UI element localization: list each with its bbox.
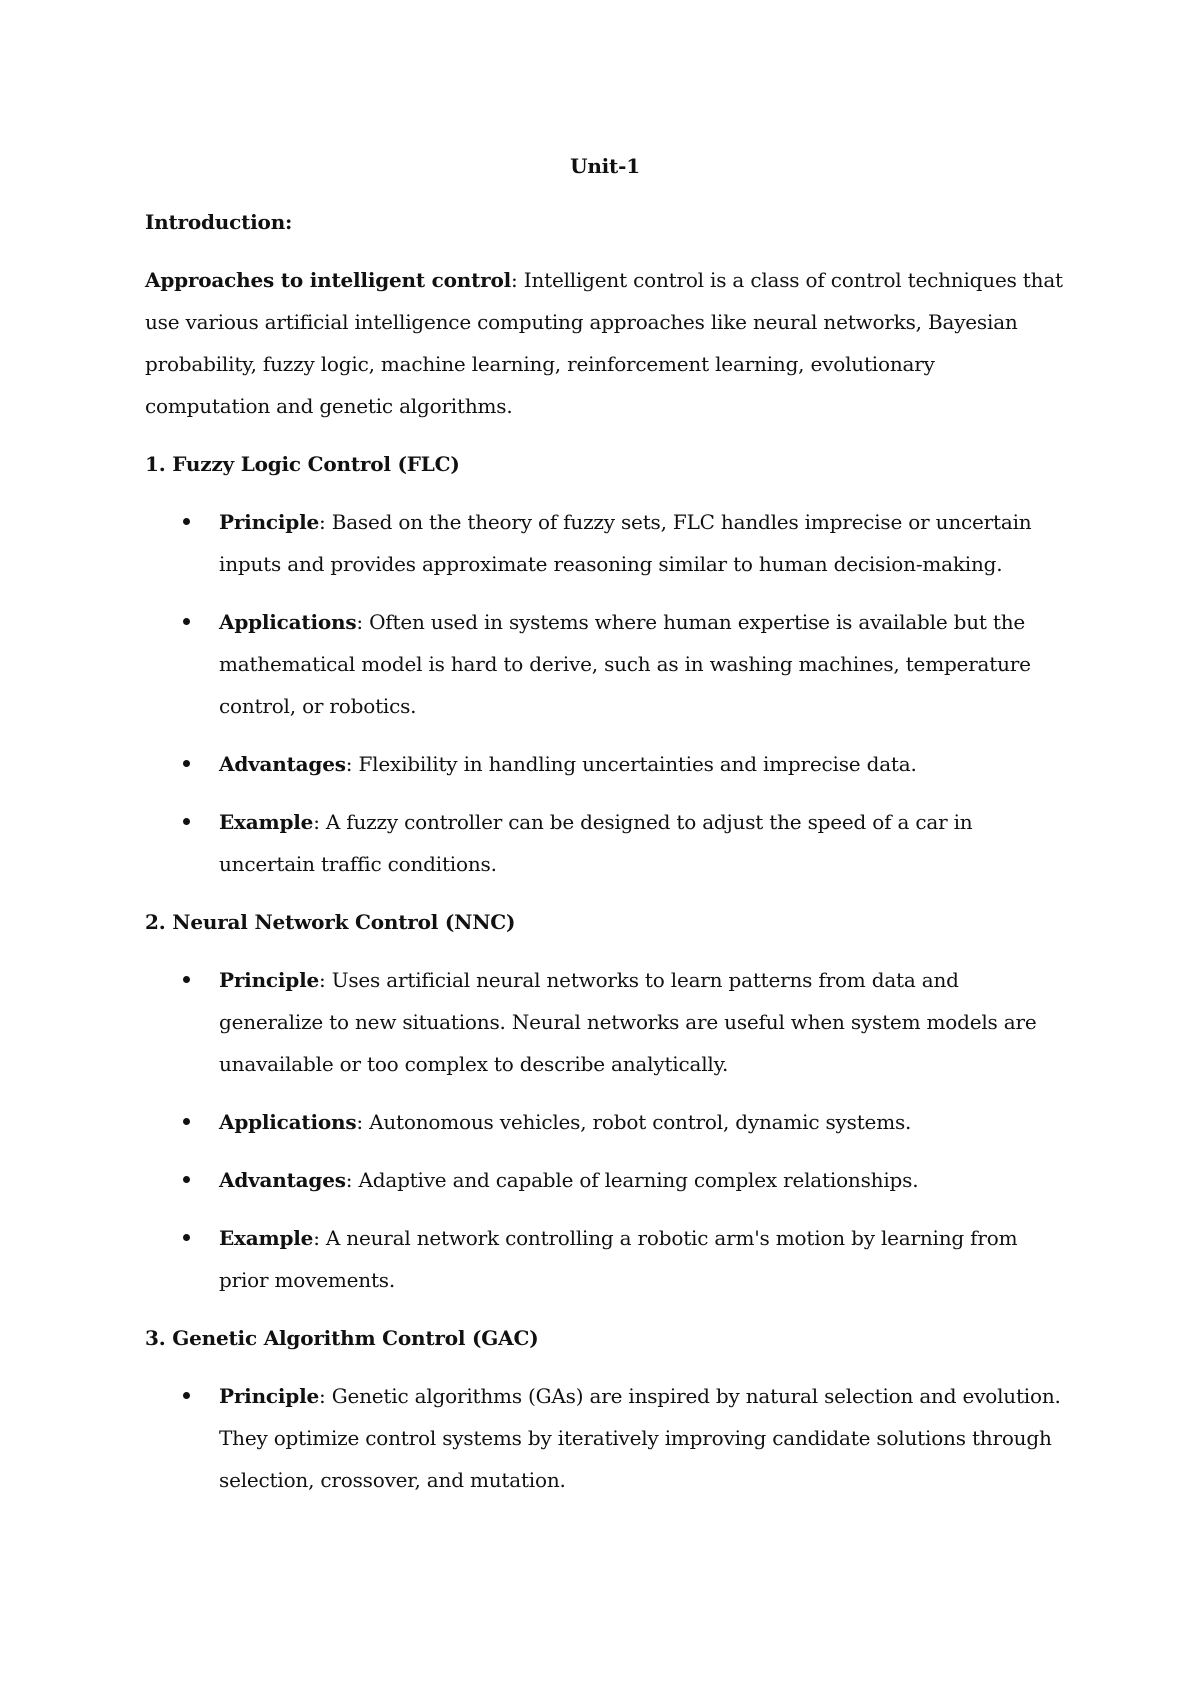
item-label: Principle	[219, 510, 319, 534]
list-item	[145, 1217, 1065, 1301]
item-label: Applications	[219, 610, 357, 634]
list-item	[145, 501, 1065, 585]
section-heading-nnc: 2. Neural Network Control (NNC)	[145, 910, 516, 934]
item-text: : Uses artificial neural networks to learn patterns from data and generalize to new situations. Neural networks are useful when system models are unavailable or too complex to describe analytically.	[219, 968, 1037, 1076]
bullet-icon	[183, 518, 190, 525]
item-text: : Often used in systems where human expertise is available but the mathematical model is hard to derive, such as in washing machines, temperature control, or robotics.	[219, 610, 1031, 718]
list-item	[145, 1101, 1065, 1143]
item-label: Example	[219, 810, 314, 834]
item-text: : Adaptive and capable of learning complex relationships.	[345, 1168, 919, 1192]
bullet-icon	[183, 976, 190, 983]
approaches-text: : Intelligent control is a class of control techniques that use various artificial intelligence computing approaches like neural networks, Bayesian probability, fuzzy logic, machine learning, reinforcement learning, evolutionary computation and genetic algorithms.	[145, 268, 1063, 418]
section-heading-flc: 1. Fuzzy Logic Control (FLC)	[145, 452, 460, 476]
bullet-icon	[183, 818, 190, 825]
item-label: Advantages	[219, 1168, 346, 1192]
item-label: Principle	[219, 968, 319, 992]
item-text: : A neural network controlling a robotic arm's motion by learning from prior movements.	[219, 1226, 1018, 1292]
item-label: Example	[219, 1226, 314, 1250]
item-text: : Flexibility in handling uncertainties and imprecise data.	[345, 752, 917, 776]
list-item	[145, 1159, 1065, 1201]
list-item	[145, 601, 1065, 727]
item-label: Advantages	[219, 752, 346, 776]
item-text: : A fuzzy controller can be designed to adjust the speed of a car in uncertain traffic conditions.	[219, 810, 973, 876]
item-text: : Based on the theory of fuzzy sets, FLC handles imprecise or uncertain inputs and provides approximate reasoning similar to human decision-making.	[219, 510, 1032, 576]
list-item	[145, 743, 1065, 785]
gac-bullet-list	[145, 1375, 1065, 1501]
bullet-icon	[183, 1118, 190, 1125]
list-item	[145, 959, 1065, 1085]
section-heading-gac: 3. Genetic Algorithm Control (GAC)	[145, 1326, 539, 1350]
bullet-icon	[183, 618, 190, 625]
intro-heading: Introduction:	[145, 210, 293, 234]
item-text: : Genetic algorithms (GAs) are inspired by natural selection and evolution. They optimize control systems by iteratively improving candidate solutions through selection, crossover, and mutation.	[219, 1384, 1061, 1492]
bullet-icon	[183, 1176, 190, 1183]
document-title: Unit-1	[570, 154, 640, 178]
flc-bullet-list	[145, 501, 1065, 885]
item-label: Applications	[219, 1110, 357, 1134]
bullet-icon	[183, 1234, 190, 1241]
bullet-icon	[183, 760, 190, 767]
list-item	[145, 801, 1065, 885]
bullet-icon	[183, 1392, 190, 1399]
list-item	[145, 1375, 1065, 1501]
item-label: Principle	[219, 1384, 319, 1408]
document-body	[145, 145, 1065, 1517]
approaches-label: Approaches to intelligent control	[145, 268, 512, 292]
nnc-bullet-list	[145, 959, 1065, 1301]
item-text: : Autonomous vehicles, robot control, dynamic systems.	[356, 1110, 912, 1134]
approaches-paragraph	[145, 259, 1065, 427]
